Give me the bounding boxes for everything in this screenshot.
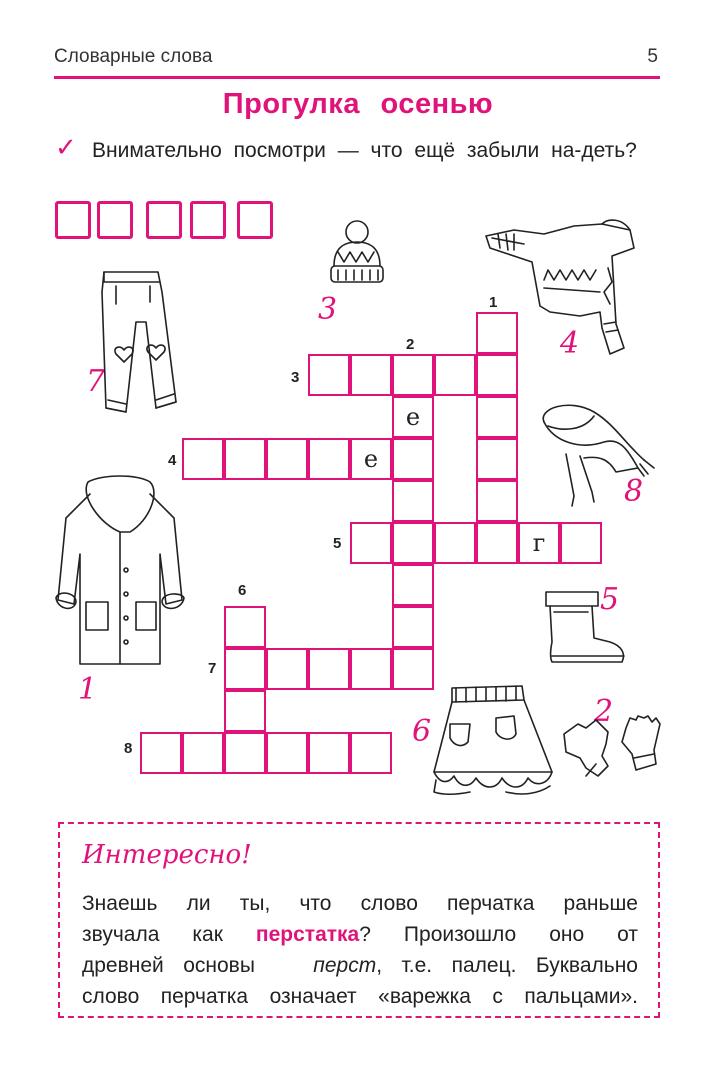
crossword-cell[interactable]	[476, 480, 518, 522]
picture-number: 4	[560, 326, 580, 361]
picture-number: 7	[86, 364, 106, 399]
clue-number: 5	[333, 535, 342, 552]
crossword-cell[interactable]: е	[392, 396, 434, 438]
clue-number: 8	[124, 740, 133, 757]
highlight-word: перстатка	[255, 923, 360, 946]
crossword-cell[interactable]	[476, 522, 518, 564]
crossword-cell[interactable]	[224, 648, 266, 690]
answer-box[interactable]	[190, 201, 226, 239]
crossword-cell[interactable]	[476, 438, 518, 480]
section-title: Словарные слова	[54, 46, 213, 67]
clue-number: 6	[238, 582, 247, 599]
clue-number: 3	[291, 369, 300, 386]
boot-icon	[540, 586, 630, 670]
answer-box[interactable]	[237, 201, 273, 239]
sweater-icon	[484, 208, 640, 356]
clue-number: 2	[406, 336, 415, 353]
coat-icon	[50, 474, 190, 670]
crossword-cell[interactable]	[476, 354, 518, 396]
picture-number: 6	[412, 714, 432, 749]
crossword-cell[interactable]: е	[350, 438, 392, 480]
answer-box[interactable]	[55, 201, 91, 239]
answer-box[interactable]	[146, 201, 182, 239]
crossword-cell[interactable]	[224, 732, 266, 774]
clue-number: 1	[489, 294, 498, 311]
info-fragment: ? Произошло оно от	[359, 923, 638, 946]
crossword-cell[interactable]	[476, 396, 518, 438]
picture-number: 3	[318, 292, 338, 327]
crossword-cell[interactable]	[434, 522, 476, 564]
checkmark-icon: ✓	[55, 132, 77, 162]
page-title: Прогулка осенью	[222, 88, 494, 120]
crossword-cell[interactable]	[308, 438, 350, 480]
italic-word: перст	[313, 954, 377, 977]
crossword-cell[interactable]	[182, 732, 224, 774]
answer-box[interactable]	[97, 201, 133, 239]
clue-number: 7	[208, 660, 217, 677]
crossword-cell[interactable]	[392, 606, 434, 648]
crossword-cell[interactable]	[392, 564, 434, 606]
crossword-cell[interactable]	[266, 648, 308, 690]
trousers-icon	[96, 262, 186, 422]
crossword-cell[interactable]	[266, 438, 308, 480]
crossword-cell[interactable]	[392, 438, 434, 480]
crossword-cell[interactable]	[224, 690, 266, 732]
crossword-cell[interactable]	[224, 438, 266, 480]
task-instruction: Внимательно посмотри — что ещё забыли на-деть?	[92, 139, 637, 162]
crossword-cell[interactable]	[308, 648, 350, 690]
crossword-cell[interactable]	[140, 732, 182, 774]
info-text	[82, 888, 638, 1012]
header-divider	[54, 76, 660, 79]
crossword-cell[interactable]	[392, 522, 434, 564]
crossword-cell[interactable]	[434, 354, 476, 396]
picture-number: 5	[600, 582, 620, 617]
crossword-cell[interactable]	[350, 522, 392, 564]
crossword-cell[interactable]: г	[518, 522, 560, 564]
picture-number: 1	[78, 672, 98, 707]
info-line	[82, 919, 638, 950]
clue-number: 4	[168, 452, 177, 469]
crossword-cell[interactable]	[308, 354, 350, 396]
picture-number: 2	[594, 694, 614, 729]
crossword-cell[interactable]	[266, 732, 308, 774]
info-fragment: , т.е. палец. Буквально	[376, 954, 638, 977]
info-fragment: звучала как	[82, 923, 223, 946]
info-line	[82, 950, 638, 981]
hat-icon	[322, 218, 392, 290]
crossword-cell[interactable]	[560, 522, 602, 564]
info-fragment: древней основы	[82, 954, 255, 977]
info-line: Знаешь ли ты, что слово перчатка раньше	[82, 892, 638, 915]
crossword-cell[interactable]	[350, 732, 392, 774]
gloves-icon	[556, 714, 664, 780]
info-line: слово перчатка означает «варежка с пальцами».	[82, 985, 638, 1008]
crossword-cell[interactable]	[308, 732, 350, 774]
page-number: 5	[647, 46, 658, 67]
crossword-cell[interactable]	[392, 354, 434, 396]
picture-number: 8	[624, 474, 644, 509]
info-heading: Интересно!	[82, 840, 252, 870]
crossword-cell[interactable]	[350, 354, 392, 396]
crossword-cell[interactable]	[224, 606, 266, 648]
crossword-cell[interactable]	[350, 648, 392, 690]
crossword-cell[interactable]	[392, 480, 434, 522]
scarf-icon	[534, 402, 658, 510]
skirt-icon	[426, 680, 558, 798]
